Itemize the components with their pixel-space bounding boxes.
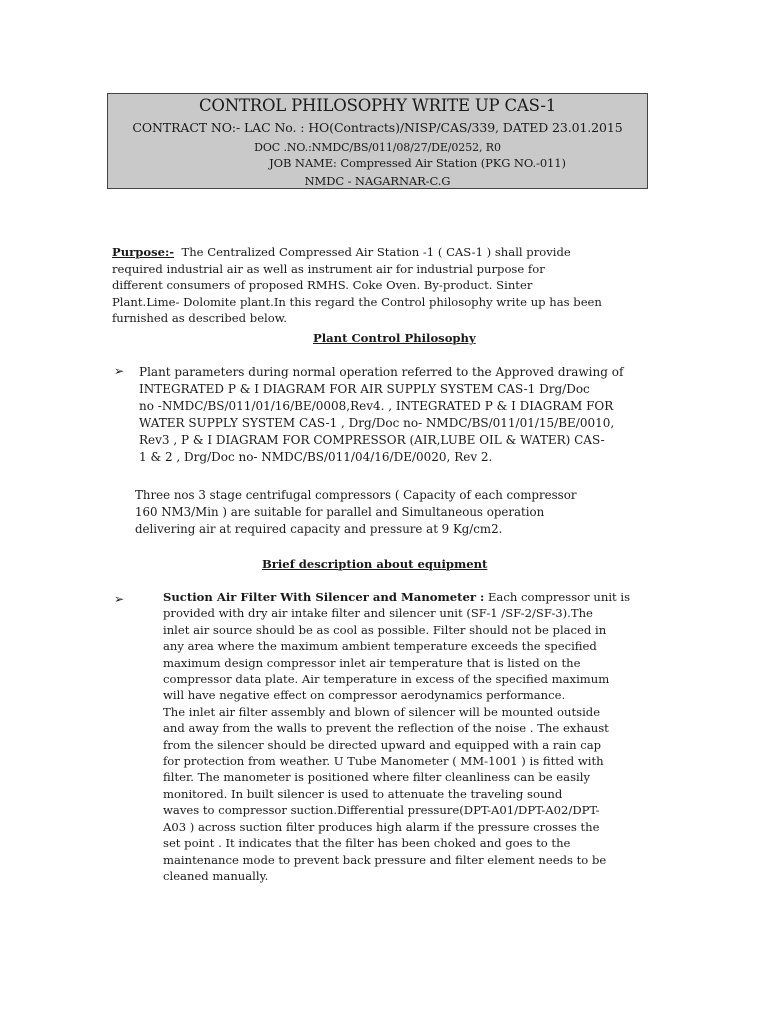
client-name: NMDC - NAGARNAR-C.G — [304, 174, 451, 188]
suction-filter-paragraph: Suction Air Filter With Silencer and Manometer : Each compressor unit is provided with dry air intake filter and silencer unit (SF-1 /SF-2/SF-3).The inlet air source should be as cool as possible. Filter should not be placed in any area where the maximum ambient temperature exceeds the specified maximum design compressor inlet air temperature that is listed on the compressor data plate. Air temperature in excess of the specified maximum will have negative effect on compressor aerodynamics performance. The inlet air filter assembly and blown of silencer will be mounted outside and away from the walls to prevent the reflection of the noise . The exhaust from the silencer should be directed upward and equipped with a rain cap for protection from weather. U Tube Manometer ( MM-1001 ) is fitted with filter. The manometer is positioned where filter cleanliness can be easily monitored. In built silencer is used to attenuate the traveling sound waves to compressor suction.Differential pressure(DPT-A01/DPT-A02/DPT- A03 ) across suction filter produces high alarm if the pressure crosses the set point . It indicates that the filter has been choked and goes to the maintenance mode to prevent back pressure and filter element needs to be cleaned manually. — [163, 590, 631, 883]
document-number: DOC .NO.:NMDC/BS/011/08/27/DE/0252, R0 — [254, 141, 501, 154]
purpose-line: Purpose:- The Centralized Compressed Air Station -1 ( CAS-1 ) shall provide — [112, 245, 571, 259]
purpose-line: furnished as described below. — [112, 311, 287, 326]
purpose-label: Purpose:- — [112, 245, 175, 259]
arrow-bullet-icon: ➢ — [114, 364, 125, 378]
purpose-section — [112, 244, 602, 327]
contract-number: CONTRACT NO:- LAC No. : HO(Contracts)/NISP/CAS/339, DATED 23.01.2015 — [132, 120, 623, 135]
arrow-bullet-icon: ➢ — [114, 592, 125, 606]
purpose-line: Plant.Lime- Dolomite plant.In this regard the Control philosophy write up has been — [112, 294, 602, 309]
suction-filter-heading: Suction Air Filter With Silencer and Manometer : — [163, 590, 485, 604]
job-name: JOB NAME: Compressed Air Station (PKG NO.-011) — [269, 156, 566, 170]
equipment-description-heading: Brief description about equipment — [262, 557, 488, 571]
compressor-paragraph: Three nos 3 stage centrifugal compressors ( Capacity of each compressor 160 NM3/Min ) are suitable for parallel and Simultaneous operation delivering air at required capacity and pressure at 9 Kg/cm2. — [135, 488, 577, 536]
purpose-line: different consumers of proposed RMHS. Coke Oven. By-product. Sinter — [112, 278, 533, 293]
plant-parameters-paragraph: Plant parameters during normal operation referred to the Approved drawing of INTEGRATED P & I DIAGRAM FOR AIR SUPPLY SYSTEM CAS-1 Drg/Doc no -NMDC/BS/011/01/16/BE/0008,Rev4. , INTEGRATED P & I DIAGRAM FOR WATER SUPPLY SYSTEM CAS-1 , Drg/Doc no- NMDC/BS/011/01/15/BE/0010, Rev3 , P & I DIAGRAM FOR COMPRESSOR (AIR,LUBE OIL & WATER) CAS- 1 & 2 , Drg/Doc no- NMDC/BS/011/04/16/DE/0020, Rev 2. — [139, 365, 624, 464]
header-box — [107, 93, 648, 189]
plant-control-philosophy-heading: Plant Control Philosophy — [313, 331, 476, 345]
purpose-line: required industrial air as well as instrument air for industrial purpose for — [112, 261, 545, 276]
document-title: CONTROL PHILOSOPHY WRITE UP CAS-1 — [198, 96, 557, 115]
